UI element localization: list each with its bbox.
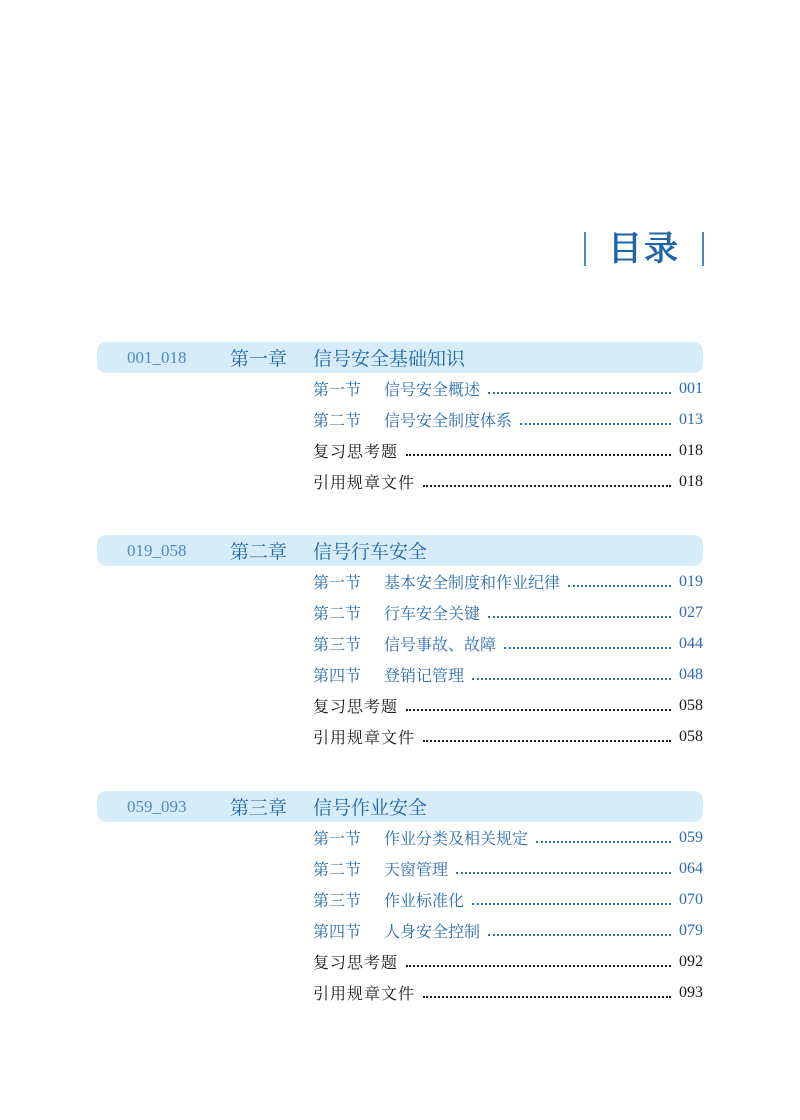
entry-title: 信号安全概述 — [384, 380, 481, 399]
page-number: 058 — [679, 696, 703, 714]
entry-title: 信号安全制度体系 — [384, 411, 513, 430]
entry-title: 作业分类及相关规定 — [384, 829, 529, 848]
chapter-number: 第三章 — [230, 797, 288, 819]
dot-leader — [423, 485, 671, 487]
dot-leader — [472, 903, 671, 905]
section-number: 第一节 — [313, 829, 362, 848]
toc-entry[interactable] — [313, 853, 703, 884]
chapter-page-range: 019_058 — [127, 540, 187, 560]
page-number: 018 — [679, 441, 703, 459]
toc-entry[interactable] — [313, 597, 703, 628]
chapter-3 — [97, 791, 703, 1008]
chapter-header[interactable] — [97, 535, 703, 566]
page-title: 目录 — [608, 229, 680, 269]
dot-leader — [456, 872, 671, 874]
dot-leader — [536, 841, 671, 843]
section-number: 第三节 — [313, 891, 362, 910]
chapter-entries — [313, 566, 703, 752]
entry-title: 人身安全控制 — [384, 922, 481, 941]
entry-title: 行车安全关键 — [384, 604, 481, 623]
entry-title: 复习思考题 — [313, 697, 399, 716]
toc-entry[interactable] — [313, 822, 703, 853]
dot-leader — [520, 423, 671, 425]
chapter-entries — [313, 822, 703, 1008]
toc-entry[interactable] — [313, 659, 703, 690]
chapter-page-range: 059_093 — [127, 796, 187, 816]
chapter-1 — [97, 342, 703, 497]
section-number: 第三节 — [313, 635, 362, 654]
entry-title: 登销记管理 — [384, 666, 465, 685]
page-number: 013 — [679, 410, 703, 428]
section-number: 第二节 — [313, 860, 362, 879]
toc-entry[interactable] — [313, 466, 703, 497]
page-number: 070 — [679, 890, 703, 908]
toc-entry[interactable] — [313, 915, 703, 946]
page-number: 092 — [679, 952, 703, 970]
entry-title: 基本安全制度和作业纪律 — [384, 573, 561, 592]
entry-title: 引用规章文件 — [313, 984, 416, 1003]
chapter-page-range: 001_018 — [127, 347, 187, 367]
chapter-title: 信号行车安全 — [313, 541, 428, 563]
toc-entry[interactable] — [313, 404, 703, 435]
page-number: 093 — [679, 983, 703, 1001]
chapter-number: 第一章 — [230, 348, 288, 370]
page-number: 018 — [679, 472, 703, 490]
section-number: 第二节 — [313, 604, 362, 623]
chapter-header[interactable] — [97, 342, 703, 373]
dot-leader — [423, 996, 671, 998]
toc-entry[interactable] — [313, 566, 703, 597]
dot-leader — [423, 740, 671, 742]
title-divider-right — [702, 232, 704, 266]
entry-title: 作业标准化 — [384, 891, 465, 910]
page-number: 044 — [679, 634, 703, 652]
entry-title: 天窗管理 — [384, 860, 449, 879]
toc-entry[interactable] — [313, 721, 703, 752]
dot-leader — [488, 616, 671, 618]
title-divider-left — [584, 232, 586, 266]
section-number: 第一节 — [313, 573, 362, 592]
entry-title: 引用规章文件 — [313, 473, 416, 492]
entry-title: 信号事故、故障 — [384, 635, 497, 654]
chapter-entries — [313, 373, 703, 497]
dot-leader — [504, 647, 671, 649]
entry-title: 引用规章文件 — [313, 728, 416, 747]
toc-entry[interactable] — [313, 690, 703, 721]
section-number: 第一节 — [313, 380, 362, 399]
toc-entry[interactable] — [313, 977, 703, 1008]
entry-title: 复习思考题 — [313, 442, 399, 461]
chapter-2 — [97, 535, 703, 752]
chapter-number: 第二章 — [230, 541, 288, 563]
page-number: 064 — [679, 859, 703, 877]
section-number: 第四节 — [313, 922, 362, 941]
page-number: 059 — [679, 828, 703, 846]
toc-entry[interactable] — [313, 884, 703, 915]
chapter-title: 信号作业安全 — [313, 797, 428, 819]
chapter-title: 信号安全基础知识 — [313, 348, 466, 370]
page-title-block — [584, 226, 704, 272]
toc-entry[interactable] — [313, 946, 703, 977]
dot-leader — [406, 965, 671, 967]
page-number: 058 — [679, 727, 703, 745]
toc-entry[interactable] — [313, 628, 703, 659]
chapter-header[interactable] — [97, 791, 703, 822]
dot-leader — [406, 709, 671, 711]
page-number: 079 — [679, 921, 703, 939]
page-number: 019 — [679, 572, 703, 590]
section-number: 第四节 — [313, 666, 362, 685]
entry-title: 复习思考题 — [313, 953, 399, 972]
dot-leader — [488, 392, 671, 394]
page-number: 001 — [679, 379, 703, 397]
dot-leader — [472, 678, 671, 680]
page-number: 027 — [679, 603, 703, 621]
toc-entry[interactable] — [313, 373, 703, 404]
page-number: 048 — [679, 665, 703, 683]
dot-leader — [488, 934, 671, 936]
dot-leader — [568, 585, 671, 587]
section-number: 第二节 — [313, 411, 362, 430]
dot-leader — [406, 454, 671, 456]
toc-entry[interactable] — [313, 435, 703, 466]
